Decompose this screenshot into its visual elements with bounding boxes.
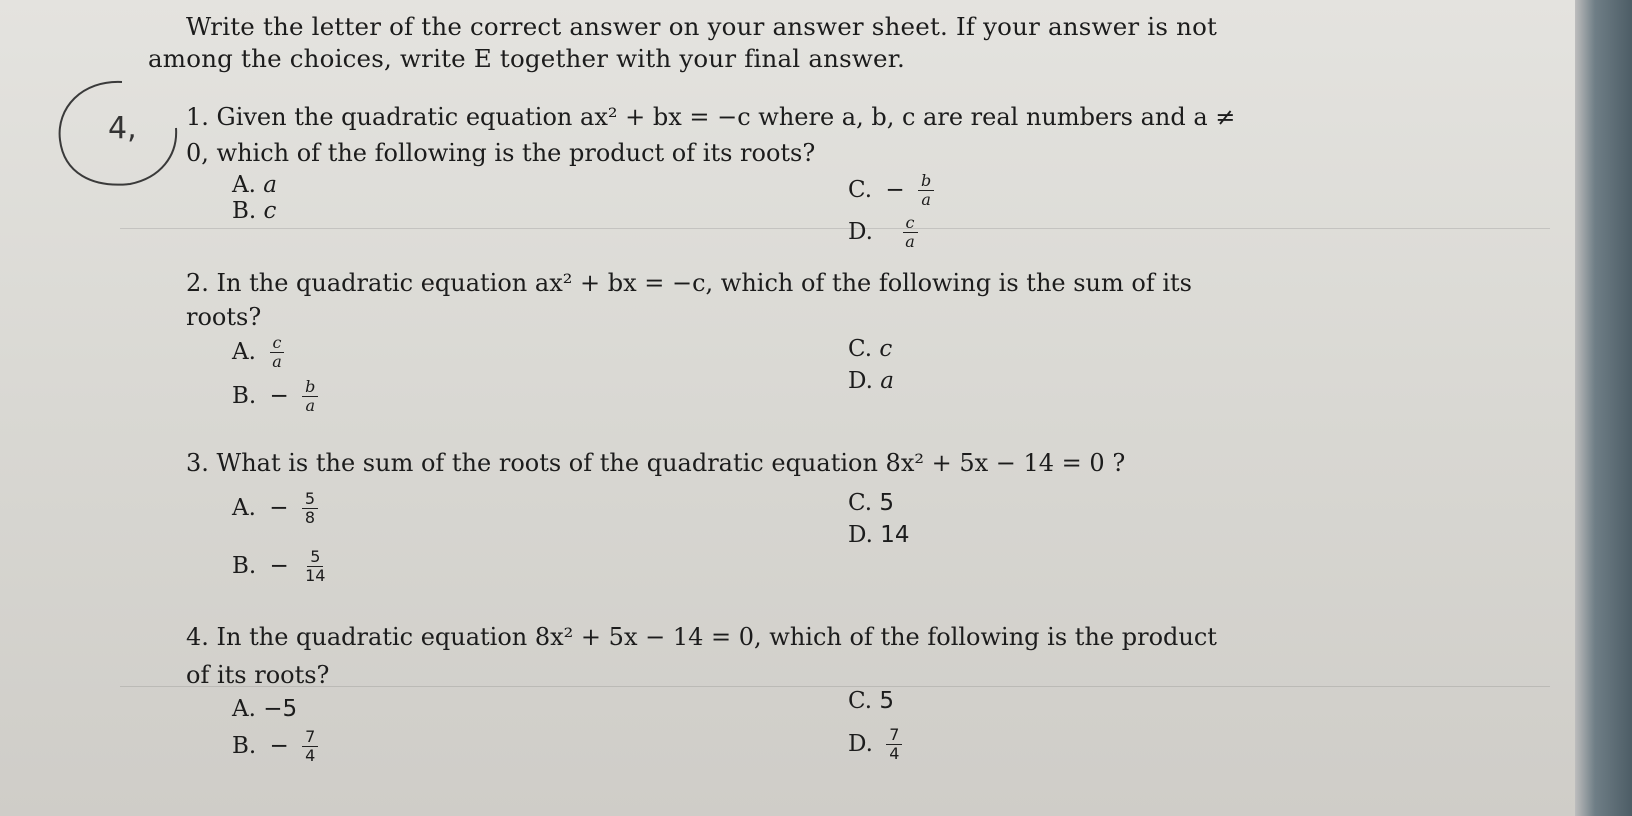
q1-choice-d xyxy=(848,214,918,251)
fraction-numerator: 5 xyxy=(302,490,318,509)
choice-value: a xyxy=(880,368,894,394)
choice-fraction xyxy=(918,172,934,209)
choice-label: C. xyxy=(848,688,873,714)
choice-fraction xyxy=(886,726,902,763)
fraction-denominator: 4 xyxy=(305,746,316,765)
q2-choice-d xyxy=(848,368,894,394)
q2-choice-b xyxy=(232,378,318,415)
fraction-denominator: 8 xyxy=(304,508,316,527)
question-3-line-1: 3. What is the sum of the roots of the quadratic equation 8x² + 5x − 14 = 0 ? xyxy=(186,449,1126,477)
choice-value: 14 xyxy=(880,522,910,548)
paper-fold-line xyxy=(120,686,1550,687)
choice-label: B. xyxy=(232,733,257,759)
q3-choice-a xyxy=(232,490,318,527)
photo-edge-background xyxy=(1575,0,1632,816)
fraction-numerator: b xyxy=(918,172,934,191)
choice-fraction xyxy=(902,214,918,251)
question-4-line-1: 4. In the quadratic equation 8x² + 5x − 14 = 0, which of the following is the product xyxy=(186,623,1217,651)
choice-value: 5 xyxy=(879,688,895,714)
question-4-line-2: of its roots? xyxy=(186,661,330,689)
choice-label: B. xyxy=(232,383,257,409)
handwritten-number: 4, xyxy=(108,111,137,146)
q1-choice-a xyxy=(232,172,277,198)
q3-choice-d xyxy=(848,522,910,548)
choice-label: D. xyxy=(848,368,873,394)
choice-fraction xyxy=(269,334,285,371)
fraction-numerator: 5 xyxy=(307,548,323,567)
question-2-line-1: 2. In the quadratic equation ax² + bx = −c, which of the following is the sum of its xyxy=(186,269,1192,297)
q3-choice-c xyxy=(848,490,894,516)
fraction-numerator: 7 xyxy=(302,728,318,747)
q1-choice-c xyxy=(848,172,934,209)
fraction-denominator: a xyxy=(272,352,282,371)
fraction-denominator: a xyxy=(921,190,931,209)
choice-fraction xyxy=(302,490,318,527)
choice-value: a xyxy=(263,172,277,198)
q4-choice-c xyxy=(848,688,894,714)
q3-choice-b xyxy=(232,548,328,585)
choice-label: D. xyxy=(848,731,873,757)
question-1-line-1: 1. Given the quadratic equation ax² + bx = −c where a, b, c are real numbers and a ≠ xyxy=(186,103,1236,131)
choice-label: B. xyxy=(232,553,257,579)
q2-choice-c xyxy=(848,336,892,362)
fraction-denominator: a xyxy=(305,396,316,415)
choice-value: c xyxy=(879,336,893,362)
choice-fraction xyxy=(302,548,328,585)
choice-label: D. xyxy=(848,219,873,245)
instructions-line-2: among the choices, write E together with your final answer. xyxy=(148,44,905,73)
fraction-denominator: 14 xyxy=(305,566,326,585)
choice-label: A. xyxy=(232,339,256,365)
choice-fraction xyxy=(302,378,318,415)
fraction-numerator: c xyxy=(270,334,285,353)
q4-choice-d xyxy=(848,726,902,763)
fraction-denominator: 4 xyxy=(889,744,900,763)
paper-fold-line xyxy=(120,228,1550,229)
choice-sign: − xyxy=(885,177,905,203)
fraction-numerator: b xyxy=(302,378,318,397)
choice-value: 5 xyxy=(879,490,895,516)
fraction-denominator: a xyxy=(905,232,915,251)
q2-choice-a xyxy=(232,334,285,371)
choice-label: D. xyxy=(848,522,873,548)
fraction-numerator: c xyxy=(903,214,918,233)
choice-label: A. xyxy=(232,495,256,521)
choice-label: A. xyxy=(232,696,256,722)
q4-choice-b xyxy=(232,728,318,765)
question-1-line-2: 0, which of the following is the product of its roots? xyxy=(186,139,816,167)
choice-sign: − xyxy=(269,553,289,579)
choice-label: B. xyxy=(232,198,257,224)
choice-fraction xyxy=(302,728,318,765)
choice-sign: − xyxy=(269,383,289,409)
choice-label: C. xyxy=(848,490,873,516)
handwritten-circle-mark xyxy=(52,78,182,193)
choice-value: c xyxy=(263,198,277,224)
instructions-line-1: Write the letter of the correct answer on your answer sheet. If your answer is not xyxy=(186,12,1218,41)
choice-label: C. xyxy=(848,177,873,203)
choice-sign: − xyxy=(269,733,289,759)
q1-choice-b xyxy=(232,198,276,224)
choice-label: C. xyxy=(848,336,873,362)
question-2-line-2: roots? xyxy=(186,303,262,331)
choice-label: A. xyxy=(232,172,256,198)
choice-sign: − xyxy=(269,495,289,521)
fraction-numerator: 7 xyxy=(886,726,902,745)
q4-choice-a xyxy=(232,696,297,722)
choice-value: −5 xyxy=(263,696,298,722)
